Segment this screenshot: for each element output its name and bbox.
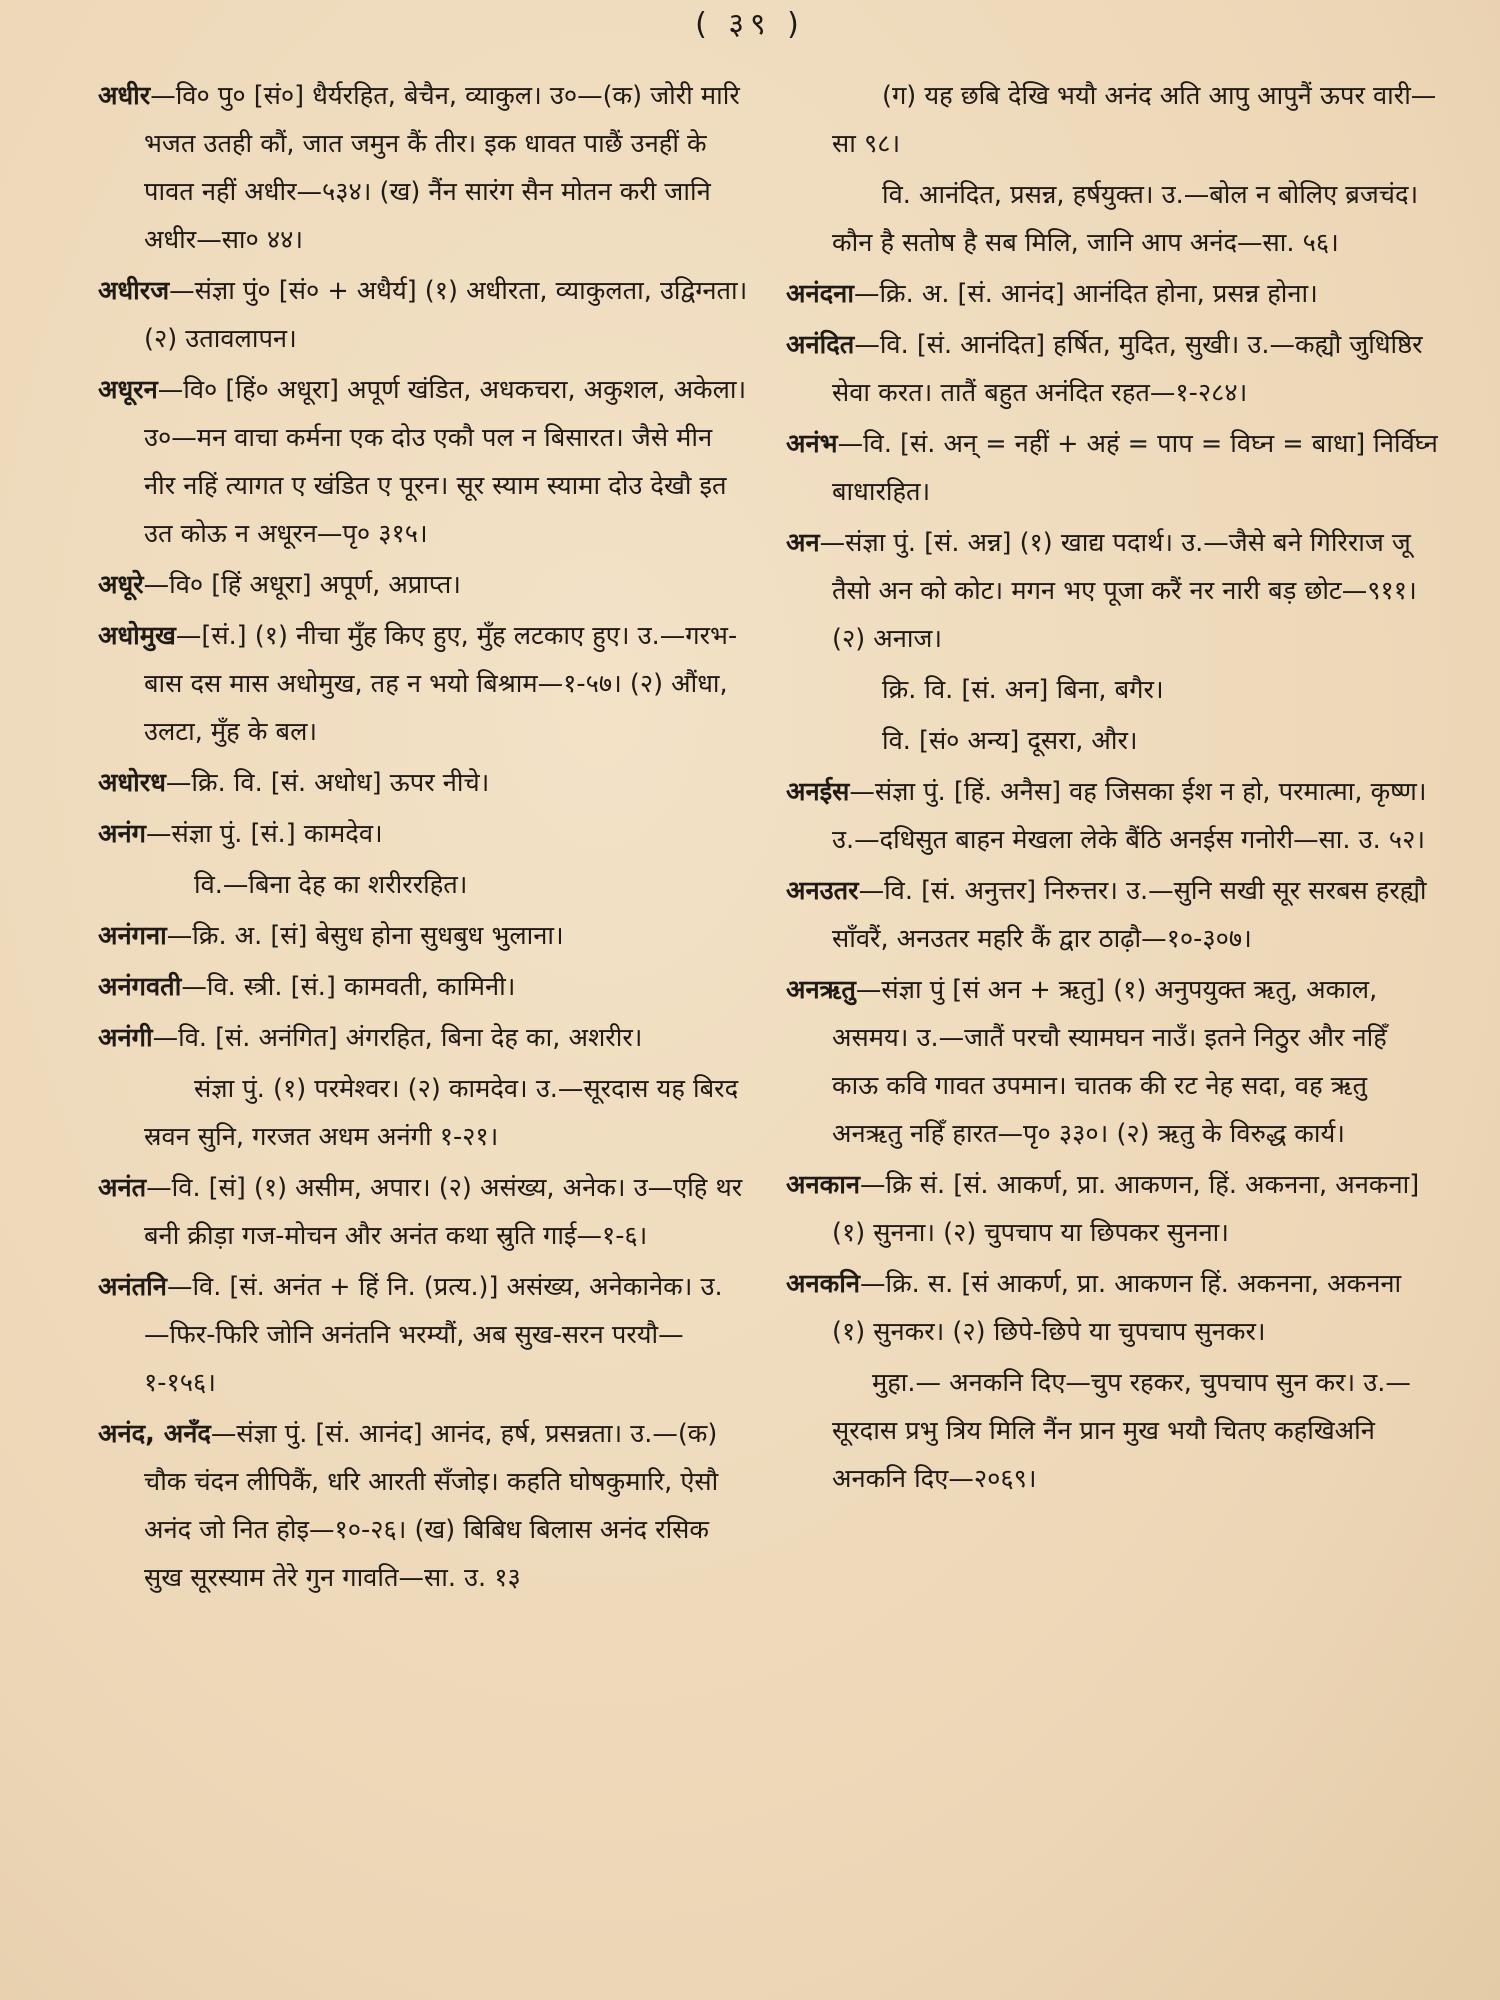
entry-headword: अधूरन <box>98 375 158 405</box>
dictionary-entry <box>98 612 748 756</box>
entry-definition: —वि. स्त्री. [सं.] कामवती, कामिनी। <box>181 972 516 1002</box>
entry-definition: —वि. [सं. अनंगित] अंगरहित, बिना देह का, अशरीर। <box>152 1023 643 1053</box>
entry-headword: अनंदना <box>786 279 854 309</box>
entry-headword: अनंभ <box>786 429 838 459</box>
dictionary-entry <box>98 1410 748 1602</box>
entry-definition: —क्रि. वि. [सं. अधोध] ऊपर नीचे। <box>165 768 490 798</box>
entry-headword: अनंग <box>98 819 146 849</box>
entry-headword: अनंद, अनँद <box>98 1419 211 1449</box>
entry-definition: —क्रि. अ. [सं. आनंद] आनंदित होना, प्रसन्न होना। <box>853 279 1318 309</box>
dictionary-entry <box>98 72 748 264</box>
right-column <box>786 72 1438 1952</box>
entry-headword: अनंगवती <box>98 972 182 1002</box>
entry-headword: अनंगी <box>98 1023 153 1053</box>
entry-definition: —संज्ञा पुं. [हिं. अनैस] वह जिसका ईश न हो, परमात्मा, कृष्ण। उ.—दधिसुत बाहन मेखला लेके बैंठि अनईस गनोरी—सा. उ. ५२। <box>832 777 1427 855</box>
entry-definition: —वि. [सं. अनंत + हिं नि. (प्रत्य.)] असंख्य, अनेकानेक। उ.—फिर-फिरि जोनि अनंतनि भरम्यौं, अब सुख-सरन परयौ—१-१५६। <box>144 1272 723 1398</box>
entry-definition: —संज्ञा पुं. [सं. अन्न] (१) खाद्य पदार्थ। उ.—जैसे बने गिरिराज जू तैसो अन को कोट। मगन भए पूजा करैं नर नारी बड़ छोट—९११। (२) अनाज। <box>819 528 1417 654</box>
dictionary-entry <box>786 768 1438 864</box>
dictionary-entry <box>786 1161 1438 1257</box>
entry-definition: —[सं.] (१) नीचा मुँह किए हुए, मुँह लटकाए हुए। उ.—गरभ-बास दस मास अधोमुख, तह न भयो बिश्राम—१-५७। (२) औंधा, उलटा, मुँह के बल। <box>144 621 738 747</box>
entry-headword: अनकनि <box>786 1269 860 1299</box>
entry-definition: —क्रि सं. [सं. आकर्ण, प्रा. आकणन, हिं. अकनना, अनकना] (१) सुनना। (२) चुपचाप या छिपकर सुनना। <box>832 1170 1420 1248</box>
entry-definition: —वि० पु० [सं०] धैर्यरहित, बेचैन, व्याकुल। उ०—(क) जोरी मारि भजत उतही कौं, जात जमुन कैं तीर। इक धावत पाछैं उनहीं के पावत नहीं अधीर—५३४। (ख) नैंन सारंग सैन मोतन करी जानि अधीर—सा० ४४। <box>144 81 740 255</box>
entry-definition: —वि. [सं. अन् = नहीं + अहं = पाप = विघ्न = बाधा] निर्विघ्न बाधारहित। <box>832 429 1438 507</box>
entry-headword: अनऋतु <box>786 975 856 1005</box>
dictionary-entry <box>98 1263 748 1407</box>
entry-definition: —संज्ञा पुं. [सं.] कामदेव। <box>146 819 383 849</box>
entry-subsense: वि. [सं० अन्य] दूसरा, और। <box>882 726 1138 756</box>
entry-definition: —संज्ञा पुं [सं अन + ऋतु] (१) अनुपयुक्त ऋतु, अकाल, असमय। उ.—जातैं परचौ स्यामघन नाउँ। इतने निठुर और नहिँ काऊ कवि गावत उपमान। चातक की रट नेह सदा, वह ऋतु अनऋतु नहिँ हारत—पृ० ३३०। (२) ऋतु के विरुद्ध कार्य। <box>832 975 1387 1149</box>
entry-headword: अनंगना <box>98 921 167 951</box>
entry-definition: —संज्ञा पुं० [सं० + अधैर्य] (१) अधीरता, व्याकुलता, उद्विग्नता। (२) उतावलापन। <box>144 276 748 354</box>
entry-subsense: (ग) यह छबि देखि भयौ अनंद अति आपु आपुनैं ऊपर वारी—सा ९८। <box>832 81 1437 159</box>
entry-headword: अधूरे <box>98 570 144 600</box>
entry-headword: अनंतनि <box>98 1272 167 1302</box>
entry-definition: —वि. [सं. अनुत्तर] निरुत्तर। उ.—सुनि सखी सूर सरबस हरह्यौ साँवरैं, अनउतर महरि कैं द्वार ठाढ़ौ—१०-३०७। <box>832 876 1427 954</box>
dictionary-entry <box>98 759 748 807</box>
entry-headword: अधोमुख <box>98 621 176 651</box>
entry-subsense: वि. आनंदित, प्रसन्न, हर्षयुक्त। उ.—बोल न बोलिए ब्रजचंद। कौन है सतोष है सब मिलि, जानि आप अनंद—सा. ५६। <box>832 180 1419 258</box>
entry-headword: अनंदित <box>786 330 855 360</box>
entry-definition: —संज्ञा पुं. [सं. आनंद] आनंद, हर्ष, प्रसन्नता। उ.—(क) चौक चंदन लीपिकैं, धरि आरती सँजोइ। कहति घोषकुमारि, ऐसौ अनंद जो नित होइ—१०-२६। (ख) बिबिध बिलास अनंद रसिक सुख सूरस्याम तेरे गुन गावति—सा. उ. १३ <box>144 1419 719 1593</box>
dictionary-entry <box>98 366 748 558</box>
dictionary-entry <box>786 420 1438 516</box>
dictionary-entry <box>98 1014 748 1062</box>
entry-definition: —वि. [सं. आनंदित] हर्षित, मुदित, सुखी। उ.—कह्यौ जुधिष्ठिर सेवा करत। तातैं बहुत अनंदित रहत—१-२८४। <box>832 330 1423 408</box>
entry-definition: —क्रि. अ. [सं] बेसुध होना सुधबुध भुलाना। <box>166 921 564 951</box>
dictionary-entry <box>786 1260 1438 1356</box>
entry-headword: अधीर <box>98 81 151 111</box>
dictionary-entry <box>786 519 1438 663</box>
entry-definition: —वि. [सं] (१) असीम, अपार। (२) असंख्य, अनेक। उ—एहि थर बनी क्रीड़ा गज-मोचन और अनंत कथा स्रुति गाई—१-६। <box>144 1173 743 1251</box>
page-number: ( ३९ ) <box>695 7 805 42</box>
entry-headword: अनईस <box>786 777 850 807</box>
entry-definition: —वि० [हिं अधूरा] अपूर्ण, अप्राप्त। <box>143 570 461 600</box>
entry-headword: अधोरध <box>98 768 166 798</box>
entry-headword: अनंत <box>98 1173 147 1203</box>
entry-subsense: वि.—बिना देह का शरीररहित। <box>194 870 468 900</box>
entry-subsense: संज्ञा पुं. (१) परमेश्वर। (२) कामदेव। उ.—सूरदास यह बिरद स्रवन सुनि, गरजत अधम अनंगी १-२१। <box>144 1074 739 1152</box>
dictionary-entry <box>98 810 748 858</box>
entry-subsense: मुहा.— अनकनि दिए—चुप रहकर, चुपचाप सुन कर। उ.—सूरदास प्रभु त्रिय मिलि नैंन प्रान मुख भयौ चितए कहखिअनि अनकनि दिए—२०६९। <box>832 1368 1411 1494</box>
entry-definition: —वि० [हिं० अधूरा] अपूर्ण खंडित, अधकचरा, अकुशल, अकेला। उ०—मन वाचा कर्मना एक दोउ एकौ पल न बिसारत। जैसे मीन नीर नहिं त्यागत ए खंडित ए पूरन। सूर स्याम स्यामा दोउ देखौ इत उत कोऊ न अधूरन—पृ० ३१५। <box>144 375 747 549</box>
dictionary-entry <box>98 912 748 960</box>
entry-headword: अन <box>786 528 820 558</box>
dictionary-entry <box>786 966 1438 1158</box>
entry-headword: अधीरज <box>98 276 170 306</box>
dictionary-entry <box>786 270 1438 318</box>
dictionary-entry <box>98 267 748 363</box>
entry-subsense: क्रि. वि. [सं. अन] बिना, बगैर। <box>882 675 1164 705</box>
dictionary-entry <box>786 321 1438 417</box>
dictionary-entry <box>786 867 1438 963</box>
entry-headword: अनकान <box>786 1170 860 1200</box>
dictionary-entry <box>98 963 748 1011</box>
entry-definition: —क्रि. स. [सं आकर्ण, प्रा. आकणन हिं. अकनना, अकनना (१) सुनकर। (२) छिपे-छिपे या चुपचाप सुनकर। <box>832 1269 1402 1347</box>
left-column <box>98 72 748 1952</box>
dictionary-entry <box>98 1164 748 1260</box>
dictionary-entry <box>98 561 748 609</box>
entry-headword: अनउतर <box>786 876 859 906</box>
